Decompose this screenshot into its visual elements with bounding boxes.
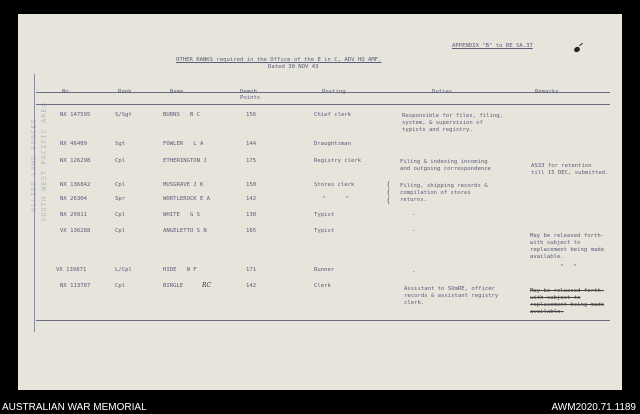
row-9-remarks-struck: May be released forth- with subject to replacement being made available. [530,288,605,315]
row-4-no: NX 136842 [60,182,91,188]
row-3-duties: Filing & indexing incoming and outgoing correspondence [400,159,491,172]
side-stamp [8,72,48,352]
stamp-line-2: SOUTH WEST PACIFIC AREA [40,102,48,222]
row-9-name: BIRGLE [163,283,184,289]
document-date: Dated 30 NOV 43 [268,64,319,70]
header-demob: Demob Points [240,89,261,101]
row-5-rank: Spr [115,196,126,202]
row-2-points: 144 [246,141,257,147]
row-1-posting: Chief clerk [314,112,352,118]
document-page [18,14,622,390]
row-1-duties: Responsible for files, filing, system, & supervision of typists and registry. [402,113,504,133]
row-9-points: 142 [246,283,257,289]
row-8-no: VX 139871 [56,267,87,273]
row-7-no: VX 136288 [60,228,91,234]
row-3-points: 175 [246,158,257,164]
row-3-no: NX 126298 [60,158,91,164]
header-bottom-rule [36,104,610,105]
row-7-points: 165 [246,228,257,234]
row-6-posting: Typist [314,212,335,218]
row-5-points: 142 [246,196,257,202]
footer-accession-number: AWM2020.71.1189 [551,402,636,413]
row-8-points: 171 [246,267,257,273]
row-3-remarks: AS33 for retention till 15 DEC, submitted. [531,163,609,176]
brace-2: ( [386,188,391,197]
row-8-rank: L/Cpl [115,267,132,273]
row-7-duties: - [412,228,416,234]
header-rank: Rank. [118,89,135,95]
row-5-name: WORTLEROCK E A [163,196,211,202]
row-5-posting: " " [322,196,349,202]
row-8-posting: Runner [314,267,335,273]
row-4-duties: Filing, shipping records & compilation of stores returns. [400,183,488,203]
row-5-no: NX 26304 [60,196,87,202]
row-3-posting: Registry clerk [314,158,362,164]
row-9-no: NX 113787 [60,283,91,289]
row-8-name: HIDE N F [163,267,197,273]
row-4-points: 150 [246,182,257,188]
brace-1: ( [386,180,391,189]
row-8-remarks: " " [560,264,577,270]
appendix-reference: APPENDIX "B" to RE SA.37 [452,43,533,49]
header-name: Name. [170,89,187,95]
row-1-no: NX 147595 [60,112,91,118]
table-bottom-rule [36,320,610,321]
header-remarks: Remarks [535,89,559,95]
left-margin-line [34,74,35,332]
row-4-name: MUSGRAVE J K [163,182,204,188]
stamp-line-1: ALLIED LAND FORCES [30,118,38,212]
row-8-duties: - [412,269,416,275]
footer-institution: AUSTRALIAN WAR MEMORIAL [2,402,147,413]
row-6-name: WHITE G S [163,212,201,218]
row-2-rank: Sgt [115,141,126,147]
row-2-name: FOWLER L A [163,141,204,147]
row-2-posting: Draughtsman [314,141,352,147]
row-4-rank: Cpl [115,182,126,188]
row-1-points: 156 [246,112,257,118]
row-7-posting: Typist [314,228,335,234]
row-3-rank: Cpl [115,158,126,164]
document-title: OTHER RANKS required in the Office of the E in C, ADV HQ AMF. [176,57,382,63]
row-9-pen-initials: RC [202,282,212,289]
row-7-remarks: May be released forth- with subject to replacement being made available. [530,233,605,260]
brace-3: ( [386,196,391,205]
row-7-rank: Cpl [115,228,126,234]
row-9-posting: Clerk [314,283,331,289]
row-2-no: NX 46409 [60,141,87,147]
row-9-duties: Assistant to SOmRE, officer records & assistant registry clerk. [404,286,499,306]
row-7-name: ANGELETTO S N [163,228,207,234]
header-no: No. [62,89,73,95]
header-posting: Posting [322,89,346,95]
row-6-no: NX 20911 [60,212,87,218]
row-1-name: BURNS B C [163,112,201,118]
row-4-posting: Stores clerk [314,182,355,188]
row-9-rank: Cpl [115,283,126,289]
row-6-rank: Cpl [115,212,126,218]
header-duties: Duties [432,89,453,95]
row-3-name: ETHERINGTON J [163,158,207,164]
row-6-points: 130 [246,212,257,218]
row-1-rank: S/Sgt [115,112,132,118]
row-6-duties: - [412,212,416,218]
